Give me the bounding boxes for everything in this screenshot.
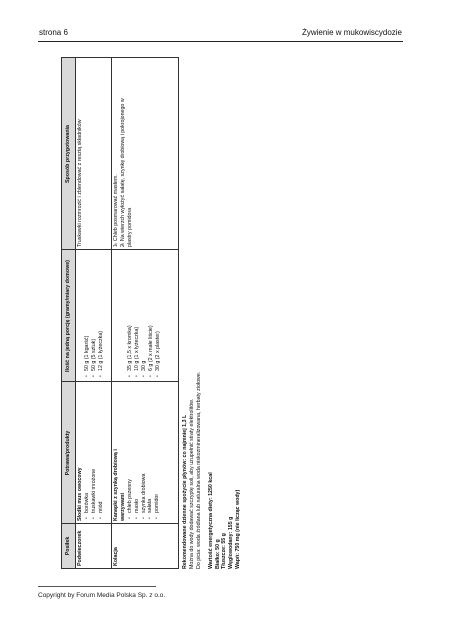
meal-cell: Kolacja (113, 547, 119, 566)
fat-value: Tłuszcze: 55 g (221, 533, 228, 569)
fluids-title: Rekomendowane dzienne spożycie płynów: co najmniej 1,3 L (182, 414, 188, 569)
product-list (84, 383, 105, 521)
table-header (62, 58, 76, 568)
header-preparation: Sposób przygotowania (64, 125, 71, 183)
carbs-value: Węglowodany: 155 g (228, 516, 235, 569)
list-item: • 12 g (1 łyżeczka) (98, 251, 105, 379)
diet-table (61, 57, 179, 569)
list-item: • 2. Na wierzch wyłożyć sałatę, szynkę drobiową i pokrojonego w plastry pomidora (120, 97, 134, 247)
preparation-cell (113, 97, 134, 247)
page-number: strona 6 (39, 28, 68, 37)
col-divider (62, 381, 178, 382)
list-item: • miód (98, 383, 105, 521)
preparation-steps (113, 97, 134, 247)
dish-cell (77, 383, 105, 521)
protein-value: Białko: 50 g (214, 539, 221, 569)
list-item: • szynka drobiowa (141, 431, 148, 521)
dish-title: Kanapki z szynką drobiową i warzywami (113, 449, 126, 521)
copyright: Copyright by Forum Media Polska Sp. z o.o. (38, 592, 166, 599)
list-item: • 50 g (5 sztuk) (91, 251, 98, 379)
energy-value: Wartość energetyczna diety: 1250 kcal (207, 472, 214, 569)
col-divider (62, 249, 178, 250)
header-quantity: Ilość na jedną porcję (gramy/miary domowe) (64, 260, 71, 372)
dish-title: Słodki mus owocowy (77, 467, 83, 521)
list-item: • pomidor (154, 431, 161, 521)
list-item: • truskawki mrożone (91, 383, 98, 521)
row-divider (111, 58, 112, 568)
list-item: • 35 g (1,5 x kromka) (127, 251, 134, 379)
header-meal: Posiłek (64, 536, 71, 556)
quantity-cell (84, 251, 105, 379)
calcium-value: Wapń: 750 mg (nie licząc wody) (235, 489, 242, 569)
list-item: • 50 g (1 kgarść) (84, 251, 91, 379)
list-item: • 1. Chleb posmarować masłem. (113, 97, 120, 247)
rotated-diet-table (61, 59, 285, 569)
list-item: • 30 g (141, 251, 148, 379)
quantity-list (127, 251, 161, 379)
fluids-note: Do picia: woda źródlana lub naturalna woda niskozmineralizowana, herbaty ziołowe. (195, 371, 202, 569)
product-list (127, 431, 161, 521)
preparation-cell: Truskawki rozmrozić i zblendować z resztą składników (77, 119, 83, 247)
diet-notes (182, 59, 242, 569)
list-item: • 30 g (2 x plaster) (155, 251, 162, 379)
list-item: • masło (134, 431, 141, 521)
header-rule (38, 41, 403, 42)
list-item: • borówka (84, 383, 91, 521)
quantity-cell (127, 251, 161, 379)
meal-cell: Podwieczorek (77, 530, 83, 566)
list-item: • 10 g (1 x łyżeczka) (134, 251, 141, 379)
header-dish: Potrawa/produkty (64, 430, 71, 476)
page-title: Żywienie w mukowiscydozie (301, 28, 402, 37)
fluids-note: Można do wody dodawać szczyptę soli, aby uzupełnić straty elektrolitów. (188, 398, 195, 569)
list-item: • sałata (147, 431, 154, 521)
list-item: • 6 g (2 x małe liście) (148, 251, 155, 379)
dish-cell (113, 431, 161, 521)
list-item: • chleb pszenny (127, 431, 134, 521)
footer-rule (38, 586, 156, 587)
quantity-list (84, 251, 105, 379)
